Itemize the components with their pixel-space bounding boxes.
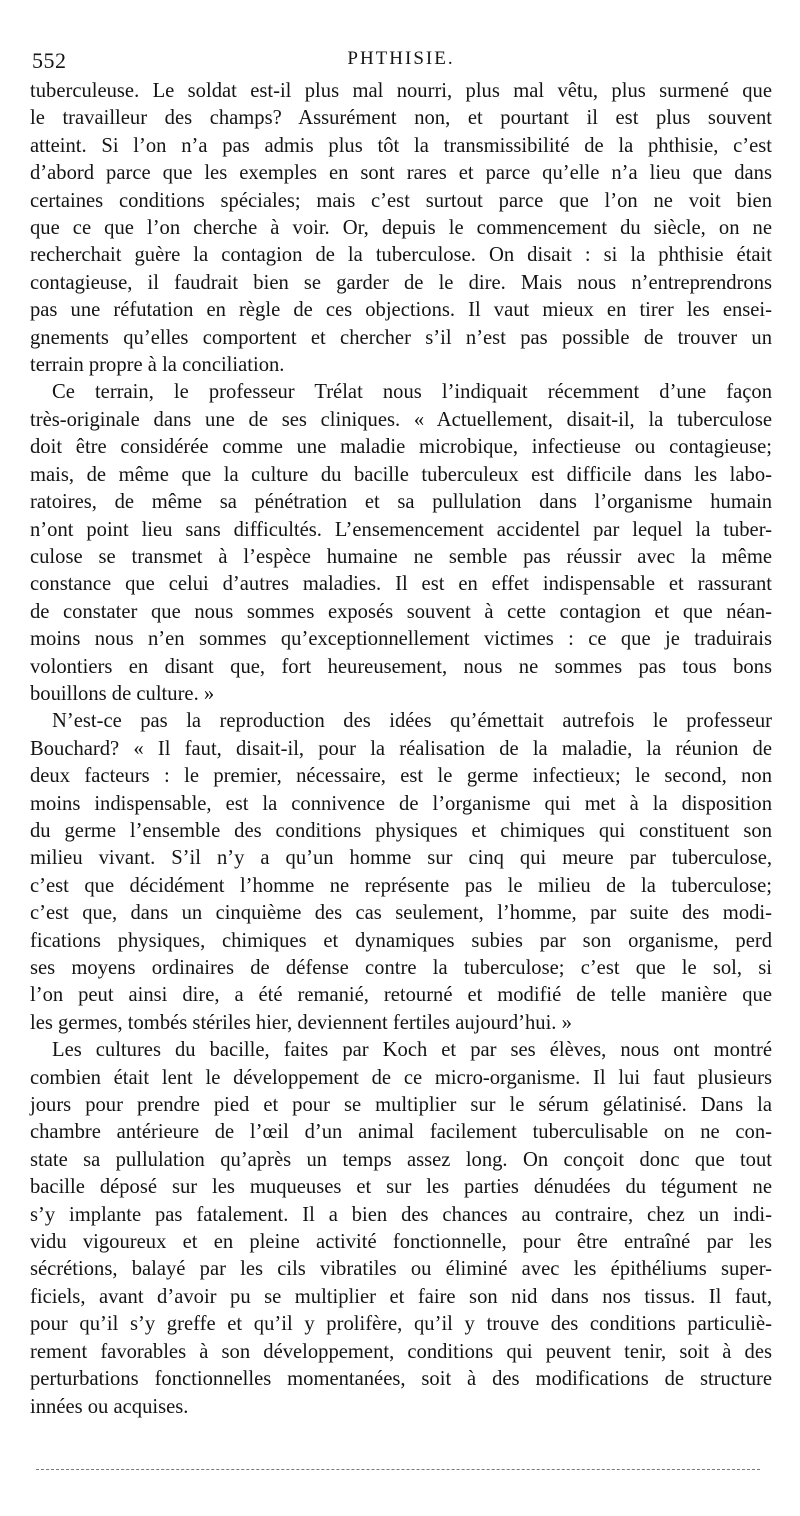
text-line: pour qu’il s’y greffe et qu’il y prolifère, qu’il y trouve des conditions particuliè- [30,1313,772,1336]
text-line: d’abord parce que les exemples en sont rares et parce qu’elle n’a lieu que dans [30,162,772,185]
text-line: vidu vigoureux et en pleine activité fonctionnelle, pour être entraîné par les [30,1231,772,1254]
text-line: moins indispensable, est la connivence de l’organisme qui met à la disposition [30,792,772,815]
text-line: contagieuse, il faudrait bien se garder de le dire. Mais nous n’entreprendrons [30,271,772,294]
body-text [30,78,772,1421]
footer-rule [36,1469,760,1470]
text-line: ses moyens ordinaires de défense contre la tuberculose; c’est que le sol, si [30,957,772,979]
text-line: ficiels, avant d’avoir pu se multiplier et faire son nid dans nos tissus. Il faut, [30,1285,772,1308]
page-number: 552 [32,48,67,73]
text-line: chambre antérieure de l’œil d’un animal facilement tuberculisable on ne con- [30,1121,772,1144]
text-line: culose se transmet à l’espèce humaine ne semble pas réussir avec la même [30,545,772,568]
text-line: deux facteurs : le premier, nécessaire, est le germe infectieux; le second, non [30,765,772,788]
text-line: innées ou acquises. [30,1395,189,1418]
text-line: l’on peut ainsi dire, a été remanié, retourné et modifié de telle manière que [30,984,772,1007]
text-line: certaines conditions spéciales; mais c’est surtout parce que l’on ne voit bien [30,189,772,212]
text-line: du germe l’ensemble des conditions physiques et chimiques qui constituent son [30,819,772,842]
text-line: combien était lent le développement de ce micro-organisme. Il lui faut plusieurs [30,1066,772,1089]
text-line: pas une réfutation en règle de ces objections. Il vaut mieux en tirer les ensei- [30,299,772,322]
running-head [30,44,772,76]
text-line: recherchait guère la contagion de la tuberculose. On disait : si la phthisie était [30,244,772,267]
text-line: atteint. Si l’on n’a pas admis plus tôt la transmissibilité de la phthisie, c’est [30,134,772,157]
text-line: Les cultures du bacille, faites par Koch et par ses élèves, nous ont montré [52,1039,772,1062]
paragraph-3 [30,708,772,1037]
text-line: Ce terrain, le professeur Trélat nous l’indiquait récemment d’une façon [52,381,772,404]
text-line: les germes, tombés stériles hier, deviennent fertiles aujourd’hui. » [30,1011,572,1034]
text-line: jours pour prendre pied et pour se multiplier sur le sérum gélatinisé. Dans la [30,1094,772,1117]
text-line: gnements qu’elles comportent et chercher s’il n’est pas possible de trouver un [30,326,772,349]
text-line: c’est que décidément l’homme ne représente pas le milieu de la tuberculose; [30,874,772,897]
text-line: volontiers en disant que, fort heureusement, nous ne sommes pas tous bons [30,655,772,678]
text-line: bouillons de culture. » [30,682,215,705]
text-line: tuberculeuse. Le soldat est-il plus mal nourri, plus mal vêtu, plus surmené que [30,80,772,102]
book-page [30,44,772,1421]
text-line: moins nous n’en sommes qu’exceptionnellement victimes : ce que je traduirais [30,628,772,651]
text-line: N’est-ce pas la reproduction des idées qu’émettait autrefois le professeur [52,710,772,733]
text-line: doit être considérée comme une maladie microbique, infectieuse ou contagieuse; [30,436,772,459]
text-line: rement favorables à son développement, conditions qui peuvent tenir, soit à des [30,1340,772,1363]
text-line: mais, de même que la culture du bacille tuberculeux est difficile dans les labo- [30,463,772,486]
text-line: ratoires, de même sa pénétration et sa pullulation dans l’organisme humain [30,491,772,514]
text-line: sécrétions, balayé par les cils vibratiles ou éliminé avec les épithéliums super- [30,1258,772,1281]
text-line: s’y implante pas fatalement. Il a bien des chances au contraire, chez un indi- [30,1203,772,1226]
paragraph-2 [30,379,772,708]
text-line: le travailleur des champs? Assurément non, et pourtant il est plus souvent [30,107,772,130]
text-line: perturbations fonctionnelles momentanées, soit à des modifications de structure [30,1368,772,1391]
text-line: de constater que nous sommes exposés souvent à cette contagion et que néan- [30,600,772,623]
paragraph-4 [30,1037,772,1421]
text-line: c’est que, dans un cinquième des cas seulement, l’homme, par suite des modi- [30,902,772,925]
running-title: PHTHISIE. [347,48,455,69]
text-line: terrain propre à la conciliation. [30,354,285,377]
text-line: très-originale dans une de ses cliniques. « Actuellement, disait-il, la tuberculose [30,408,772,431]
text-line: constance que celui d’autres maladies. Il est en effet indispensable et rassurant [30,573,772,596]
text-line: fications physiques, chimiques et dynamiques subies par son organisme, perd [30,929,772,952]
text-line: n’ont point lieu sans difficultés. L’ensemencement accidentel par lequel la tuber- [30,518,772,541]
text-line: Bouchard? « Il faut, disait-il, pour la réalisation de la maladie, la réunion de [30,737,772,760]
text-line: que ce que l’on cherche à voir. Or, depuis le commencement du siècle, on ne [30,217,772,240]
text-line: bacille déposé sur les muqueuses et sur les parties dénudées du tégument ne [30,1176,772,1199]
text-line: milieu vivant. S’il n’y a qu’un homme sur cinq qui meure par tuberculose, [30,847,772,870]
paragraph-1 [30,78,772,379]
text-line: state sa pullulation qu’après un temps assez long. On conçoit donc que tout [30,1148,772,1171]
